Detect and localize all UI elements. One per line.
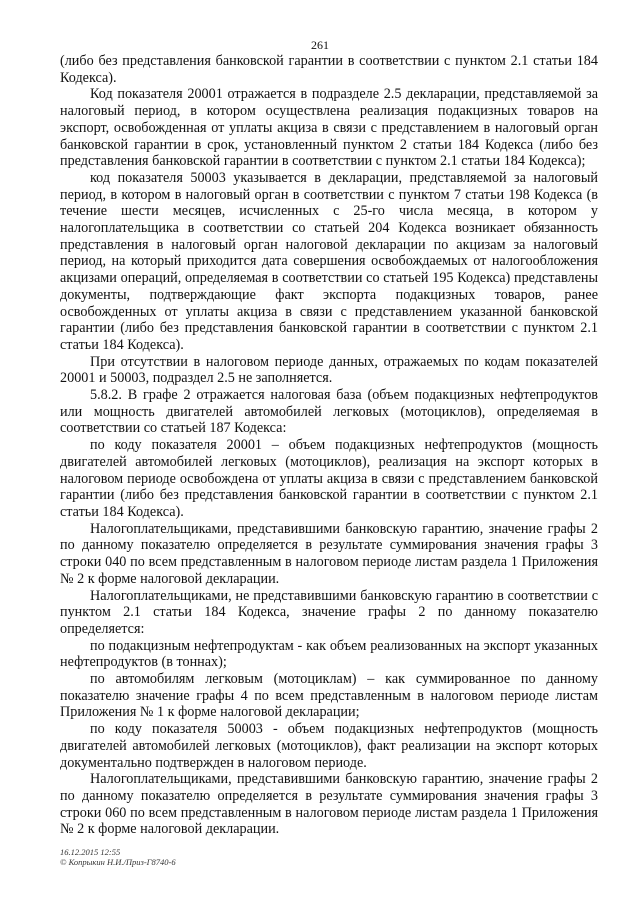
paragraph: (либо без представления банковской гарантии в соответствии с пунктом 2.1 статьи 184 Кодекса). (60, 53, 598, 86)
paragraph: по подакцизным нефтепродуктам - как объем реализованных на экспорт указанных нефтепродуктов (в тоннах); (60, 637, 598, 671)
paragraph: Налогоплательщиками, не представившими банковскую гарантию в соответствии с пунктом 2.1 статьи 184 Кодекса, значение графы 2 по данному показателю определяется: (60, 587, 598, 637)
paragraph: При отсутствии в налоговом периоде данных, отражаемых по кодам показателей 20001 и 50003, подраздел 2.5 не заполняется. (60, 353, 598, 387)
footer-document-ref: © Копрыкин Н.И./Приз-Г8740-6 (60, 857, 176, 867)
paragraph: по коду показателя 50003 - объем подакцизных нефтепродуктов (мощность двигателей автомобилей легковых (мотоциклов), факт реализации на экспорт которых документально подтвержден в налоговом периоде. (60, 721, 598, 771)
paragraph: Код показателя 20001 отражается в подразделе 2.5 декларации, представляемой за налоговый период, в котором осуществлена реализация подакцизных товаров на экспорт, освобожденная от уплаты акциза в связи с представлением в налоговый орган банковской гарантии в срок, установленный пунктом 2 статьи 184 Кодекса (либо без представления банковской гарантии в соответствии с пунктом 2.1 статьи 184 Кодекса); (60, 86, 598, 170)
paragraph: Налогоплательщиками, представившими банковскую гарантию, значение графы 2 по данному показателю определяется в результате суммирования значения графы 3 строки 060 по всем представленным в налоговом периоде листам раздела 1 Приложения № 2 к форме налоговой декларации. (60, 771, 598, 838)
page-number: 261 (311, 38, 329, 52)
paragraph: 5.8.2. В графе 2 отражается налоговая база (объем подакцизных нефтепродуктов или мощность двигателей автомобилей легковых (мотоциклов), определяемая в соответствии со статьей 187 Кодекса: (60, 387, 598, 437)
body-text (60, 53, 598, 838)
footer-timestamp: 16.12.2015 12:55 (60, 847, 121, 857)
paragraph: код показателя 50003 указывается в декларации, представляемой за налоговый период, в котором в налоговый орган в соответствии с пунктом 7 статьи 198 Кодекса (в течение шести месяцев, исчисленных с 25-го числа месяца, в котором у налогоплательщика в соответствии со статьей 204 Кодекса возникает обязанность представления в налоговый орган налоговой декларации по акцизам за налоговый период, на который приходится дата совершения освобождаемых от налогообложения акцизами операций, определяемая в соответствии со статьей 195 Кодекса) представлены документы, подтверждающие факт экспорта подакцизных товаров, ранее освобожденных от уплаты акциза в связи с представлением указанной банковской гарантии (либо без представления банковской гарантии в соответствии с пунктом 2.1 статьи 184 Кодекса). (60, 169, 598, 353)
footer (60, 847, 176, 867)
paragraph: по автомобилям легковым (мотоциклам) – как суммированное по данному показателю значение графы 4 по всем представленным в налоговом периоде листам Приложения № 1 к форме налоговой декларации; (60, 671, 598, 721)
paragraph: Налогоплательщиками, представившими банковскую гарантию, значение графы 2 по данному показателю определяется в результате суммирования значения графы 3 строки 040 по всем представленным в налоговом периоде листам раздела 1 Приложения № 2 к форме налоговой декларации. (60, 520, 598, 587)
paragraph: по коду показателя 20001 – объем подакцизных нефтепродуктов (мощность двигателей автомобилей легковых (мотоциклов), реализация на экспорт которых в налоговом периоде освобождена от уплаты акциза в связи с представлением банковской гарантии (либо без представления банковской гарантии в соответствии с пунктом 2.1 статьи 184 Кодекса). (60, 437, 598, 520)
